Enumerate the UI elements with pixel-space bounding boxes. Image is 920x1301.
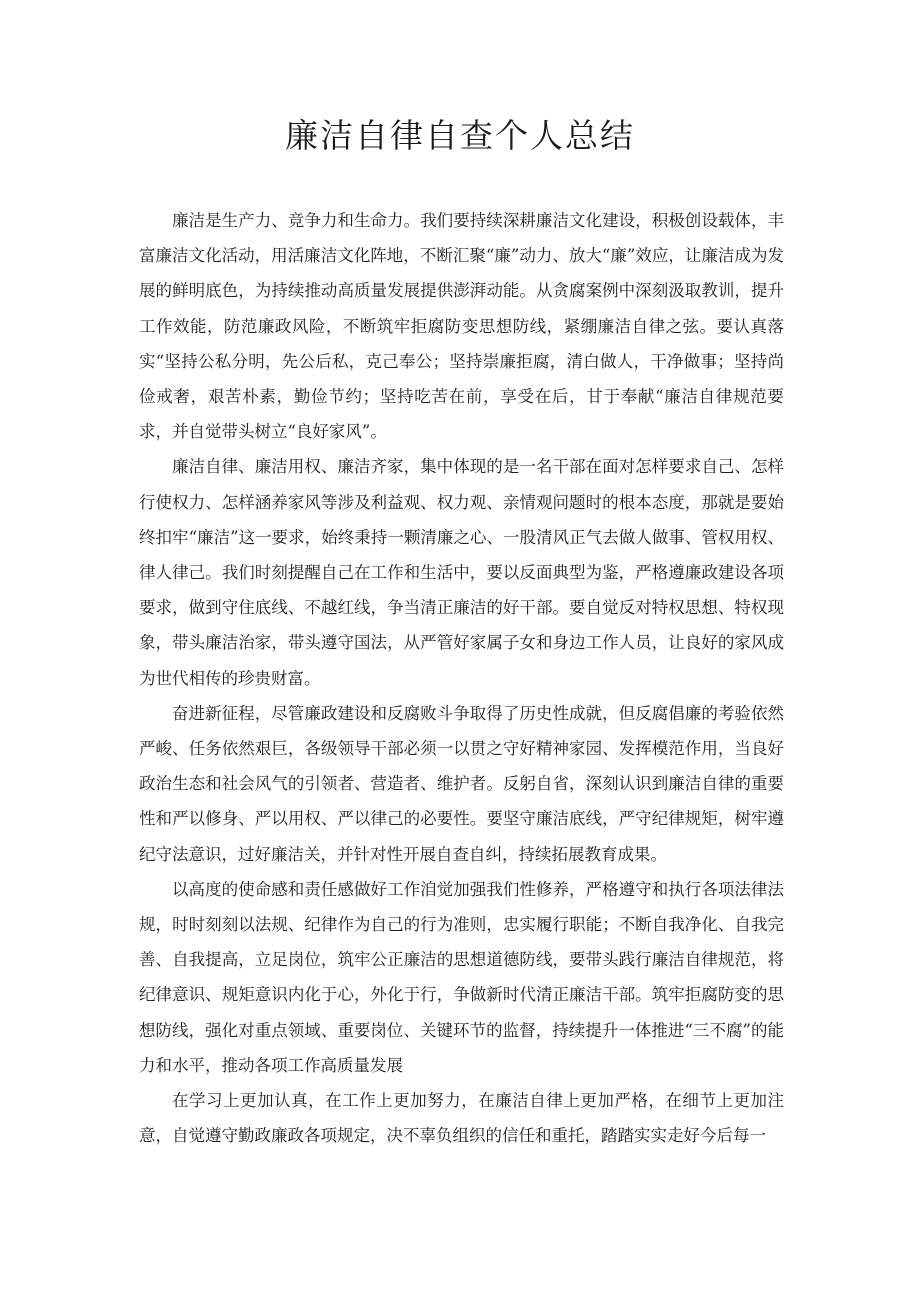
paragraph-3: 奋进新征程，尽管廉政建设和反腐败斗争取得了历史性成就，但反腐倡廉的考验依然严峻、任务依然艰巨，各级领导干部必须一以贯之守好精神家园、发挥模范作用，当良好政治生态和社会风气的引领者、营造者、维护者。反躬自省，深刻认识到廉洁自律的重要性和严以修身、严以用权、严以律己的必要性。要坚守廉洁底线，严守纪律规矩，树牢遵纪守法意识，过好廉洁关，并针对性开展自查自纠，持续拓展教育成果。 <box>139 703 784 864</box>
paragraph-4: 以高度的使命感和责任感做好工作洎觉加强我们性修养，严格遵守和执行各项法律法规，时时刻刻以法规、纪律作为自己的行为准则，忠实履行职能；不断自我净化、自我完善、自我提高，立足岗位，筑牢公正廉洁的思想道德防线，要带头践行廉洁自律规范，将纪律意识、规矩意识内化于心，外化于行，争做新时代清正廉洁干部。筑牢拒腐防变的思想防线，强化对重点领域、重要岗位、关键环节的监督，持续提升一体推进“三不腐”的能力和水平，推动各项工作高质量发展 <box>139 879 784 1075</box>
paragraph-5: 在学习上更加认真，在工作上更加努力，在廉洁自律上更加严格，在细节上更加注意，自觉遵守勤政廉政各项规定，决不辜负组织的信任和重托，踏踏实实走好今后每一 <box>139 1091 784 1146</box>
paragraph-2: 廉洁自律、廉洁用权、廉洁齐家，集中体现的是一名干部在面对怎样要求自己、怎样行使权力、怎样涵养家风等涉及利益观、权力观、亲情观问题时的根本态度，那就是要始终扣牢“廉洁”这一要求，始终秉持一颗清廉之心、一股清风正气去做人做事、管权用权、律人律己。我们时刻提醒自己在工作和生活中，要以反面典型为鉴，严格遵廉政建设各项要求，做到守住底线、不越红线，争当清正廉洁的好干部。要自觉反对特权思想、特权现象，带头廉洁治家，带头遵守国法，从严管好家属子女和身边工作人员，让良好的家风成为世代相传的珍贵财富。 <box>139 457 784 688</box>
paragraph-1: 廉洁是生产力、竞争力和生命力。我们要持续深耕廉洁文化建设，积极创设载体，丰富廉洁文化活动，用活廉洁文化阵地，不断汇聚“廉”动力、放大“廉”效应，让廉洁成为发展的鲜明底色，为持续推动高质量发展提供澎湃动能。从贪腐案例中深刻汲取教训，提升工作效能，防范廉政风险，不断筑牢拒腐防变思想防线，紧绷廉洁自律之弦。要认真落实“坚持公私分明，先公后私，克己奉公；坚持崇廉拒腐，清白做人，干净做事；坚持尚俭戒奢，艰苦朴素，勤俭节约；坚持吃苦在前，享受在后，甘于奉献“廉洁自律规范要求，并自觉带头树立“良好家风”。 <box>139 211 784 442</box>
document-title: 廉洁自律自查个人总结 <box>285 116 635 155</box>
document-body <box>139 203 784 1153</box>
